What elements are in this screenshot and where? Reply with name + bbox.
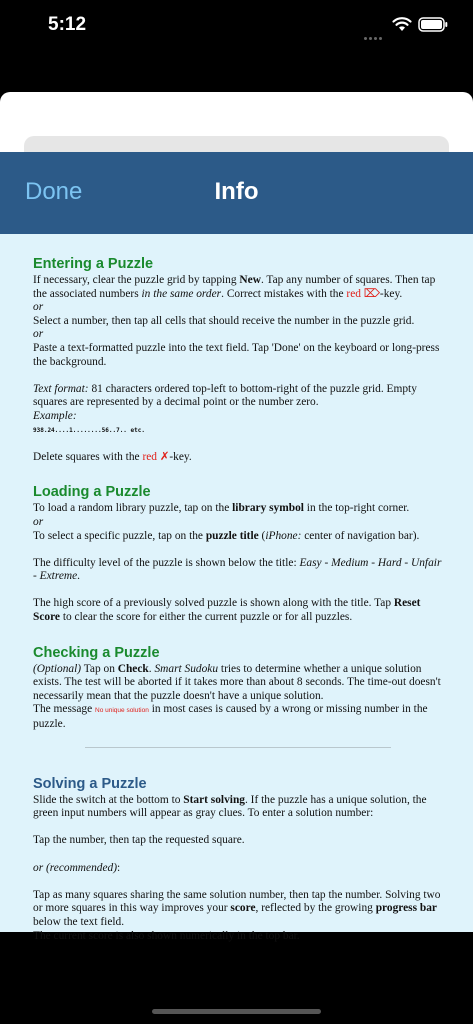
help-content (33, 256, 443, 943)
wifi-icon (392, 16, 412, 32)
section-heading-solving: Solving a Puzzle (33, 775, 147, 792)
status-bar (0, 0, 473, 52)
done-button[interactable]: Done (25, 178, 83, 205)
loading-paragraph-2: To select a specific puzzle, tap on the puzzle title (iPhone: center of navigation bar). (33, 529, 420, 542)
home-indicator[interactable] (152, 1009, 321, 1014)
loading-paragraph-1: To load a random library puzzle, tap on the library symbol in the top-right corner. (33, 502, 410, 515)
battery-icon (418, 17, 448, 32)
checking-paragraph-1: (Optional) Tap on Check. Smart Sudoku tries to determine whether a unique solution exists. The test will be aborted if it takes more than about 8 seconds. The time-out doesn't necessarily mean that the puzzle doesn't have a unique solution. (33, 662, 441, 702)
solving-paragraph-5: The current score is also shown numerically in the top bar. (33, 929, 300, 942)
checking-paragraph-2: The message No unique solution in most cases is caused by a wrong or missing number in the puzzle. (33, 703, 428, 731)
section-heading-loading: Loading a Puzzle (33, 484, 151, 501)
entering-or-1: or (33, 301, 44, 314)
red-delete-key-label: red ⌦ (346, 287, 380, 300)
solving-paragraph-4: Tap as many squares sharing the same solution number, then tap the number. Solving two or more squares in this way improves your score, reflected by the growing progress bar below the text field. (33, 888, 441, 928)
cellular-signal-icon (364, 27, 384, 31)
section-heading-entering: Entering a Puzzle (33, 256, 154, 272)
entering-paragraph-2: Select a number, then tap all cells that should receive the number in the puzzle grid. (33, 314, 415, 327)
example-label: Example: (33, 409, 77, 422)
no-unique-solution-message: No unique solution (95, 707, 149, 715)
entering-paragraph-1: If necessary, clear the puzzle grid by tapping New. Tap any number of squares. Then tap the associated numbers in the same order. Correct mistakes with the red ⌦-key. (33, 274, 436, 300)
text-format-paragraph: Text format: 81 characters ordered top-left to bottom-right of the puzzle grid. Empty squares are represented by a decimal point or the number zero. (33, 382, 417, 409)
solving-paragraph-1: Slide the switch at the bottom to Start solving. If the puzzle has a unique solution, the green input numbers will appear as gray clues. To enter a solution number: (33, 793, 427, 820)
red-x-key-label: red ✗ (142, 450, 170, 463)
nav-title: Info (214, 178, 259, 205)
status-time: 5:12 (48, 14, 87, 35)
navigation-bar (0, 152, 473, 234)
entering-paragraph-3: Paste a text-formatted puzzle into the text field. Tap 'Done' on the keyboard or long-press the background. (33, 341, 440, 368)
delete-paragraph: Delete squares with the red ✗-key. (33, 450, 192, 463)
info-sheet (0, 152, 473, 942)
section-divider (85, 747, 391, 748)
loading-or-1: or (33, 515, 44, 528)
solving-or-recommended: or (recommended): (33, 861, 121, 874)
loading-paragraph-3: The difficulty level of the puzzle is shown below the title: Easy - Medium - Hard - Unfair - Extreme. (33, 556, 442, 583)
solving-paragraph-2: Tap the number, then tap the requested square. (33, 834, 245, 847)
entering-or-2: or (33, 328, 44, 341)
example-text: 938.24....1........56..7.. etc. (33, 426, 145, 434)
section-heading-checking: Checking a Puzzle (33, 644, 160, 661)
loading-paragraph-4: The high score of a previously solved puzzle is shown along with the title. Tap Reset Score to clear the score for either the current puzzle or for all puzzles. (33, 597, 421, 624)
